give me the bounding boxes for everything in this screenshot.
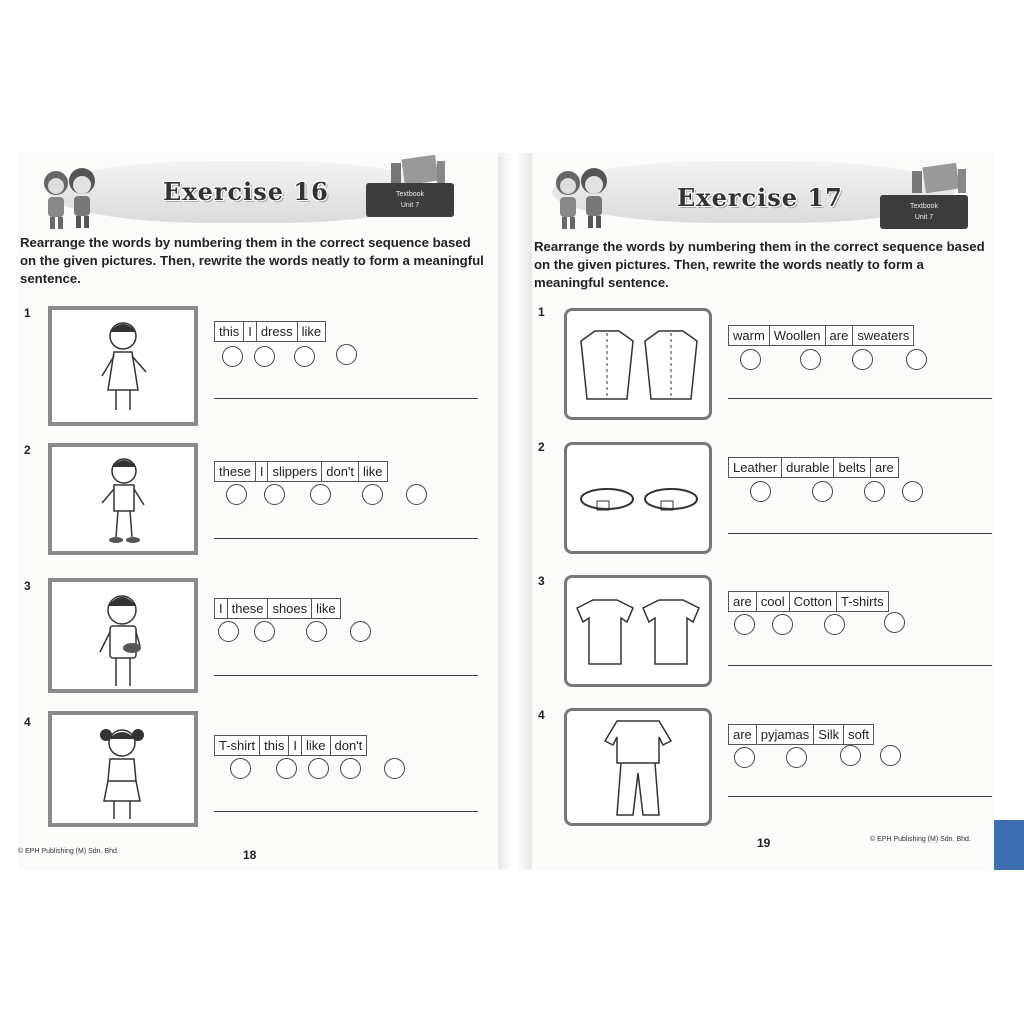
page-18 [18,153,498,870]
instructions: Rearrange the words by numbering them in the correct sequence based on the given pictures. Then, rewrite the words neatly to form a meaningful sentence. [20,235,484,286]
book-gutter [498,153,532,870]
question-number: 1 [24,306,31,320]
answer-circle[interactable] [340,758,361,779]
answer-circle[interactable] [218,621,239,642]
picture-boy-slippers [48,443,198,555]
question-number: 1 [538,305,545,319]
answer-circle[interactable] [294,346,315,367]
word: like [316,601,336,616]
badge-unit-label: Unit 7 [914,214,934,221]
word: soft [848,727,870,742]
answer-circle[interactable] [306,621,327,642]
answer-circle[interactable] [230,758,251,779]
word: don't [334,738,363,753]
word: are [826,326,854,345]
word: Silk [814,725,844,744]
badge-textbook-label: Textbook [909,203,939,210]
word-box [214,461,388,482]
question-number: 2 [24,443,31,457]
word-box [214,321,326,342]
answer-circle[interactable] [254,621,275,642]
answer-circle[interactable] [350,621,371,642]
word: slippers [268,462,322,481]
word: cool [757,592,790,611]
page-number: 19 [757,836,771,850]
word: like [302,736,331,755]
word: shoes [268,599,312,618]
sweaters-icon [567,311,709,417]
girl-in-tshirt-icon [52,715,194,823]
word: like [363,464,383,479]
badge-unit-label: Unit 7 [400,202,420,209]
answer-circle[interactable] [840,745,861,766]
word: Cotton [790,592,837,611]
answer-circle[interactable] [740,349,761,370]
writing-line[interactable] [728,796,992,797]
writing-line[interactable] [214,398,478,399]
writing-line[interactable] [214,811,478,812]
page-19 [532,153,994,870]
picture-belts [564,442,712,554]
word: this [260,736,289,755]
word: I [244,322,257,341]
answer-circle[interactable] [226,484,247,505]
word: Leather [729,458,782,477]
answer-circle[interactable] [824,614,845,635]
answer-circle[interactable] [880,745,901,766]
answer-circle[interactable] [786,747,807,768]
answer-circle[interactable] [254,346,275,367]
answer-circle[interactable] [884,612,905,633]
boy-holding-shoes-icon [52,582,194,689]
word-box [728,591,889,612]
writing-line[interactable] [728,665,992,666]
word: T-shirts [840,594,884,609]
word-box [214,735,367,756]
word: are [729,592,757,611]
word: don't [322,462,359,481]
exercise-title: Exercise 17 [677,183,843,212]
question-number: 3 [538,574,545,588]
word: warm [729,326,770,345]
picture-pyjamas [564,708,712,826]
answer-circle[interactable] [750,481,771,502]
writing-line[interactable] [728,398,992,399]
answer-circle[interactable] [852,349,873,370]
writing-line[interactable] [214,538,478,539]
word: sweaters [857,328,910,343]
answer-circle[interactable] [222,346,243,367]
page-number: 18 [243,848,257,862]
picture-tshirts [564,575,712,687]
kids-illustration-icon [30,161,110,231]
answer-circle[interactable] [906,349,927,370]
word: these [215,462,256,481]
textbook-badge [880,195,968,229]
answer-circle[interactable] [336,344,357,365]
boy-with-slippers-icon [52,447,194,551]
word: dress [257,322,298,341]
answer-circle[interactable] [406,484,427,505]
word: are [729,725,757,744]
answer-circle[interactable] [276,758,297,779]
question-number: 4 [24,715,31,729]
word: I [289,736,302,755]
answer-circle[interactable] [902,481,923,502]
answer-circle[interactable] [362,484,383,505]
word: T-shirt [215,736,260,755]
writing-line[interactable] [214,675,478,676]
textbook-badge [366,183,454,217]
answer-circle[interactable] [812,481,833,502]
answer-circle[interactable] [384,758,405,779]
word: like [301,324,322,339]
word: I [215,599,228,618]
exercise-banner [532,153,994,233]
girl-in-dress-icon [52,310,194,422]
kids-illustration-icon [542,161,622,231]
word-box [214,598,341,619]
answer-circle[interactable] [772,614,793,635]
belts-icon [567,445,709,551]
word: I [256,462,269,481]
word: belts [834,458,870,477]
tshirts-icon [567,578,709,684]
answer-circle[interactable] [310,484,331,505]
copyright-text: © EPH Publishing (M) Sdn. Bhd. [18,848,119,855]
exercise-banner [18,153,498,233]
question-number: 4 [538,708,545,722]
pyjamas-icon [567,711,709,823]
word: are [874,460,894,475]
writing-line[interactable] [728,533,992,534]
background-edge [994,820,1024,870]
picture-girl-dress [48,306,198,426]
question-number: 2 [538,440,545,454]
answer-circle[interactable] [308,758,329,779]
question-number: 3 [24,579,31,593]
word: pyjamas [757,725,814,744]
answer-circle[interactable] [734,747,755,768]
exercise-title: Exercise 16 [163,177,329,206]
word: durable [782,458,834,477]
word: this [215,322,244,341]
badge-textbook-label: Textbook [395,191,425,198]
answer-circle[interactable] [264,484,285,505]
instructions: Rearrange the words by numbering them in the correct sequence based on the given pictures. Then, rewrite the words neatly to form a meaningful sentence. [534,239,985,290]
word-box [728,325,914,346]
word: these [228,599,269,618]
answer-circle[interactable] [734,614,755,635]
picture-boy-shoes [48,578,198,693]
word: Woollen [770,326,826,345]
answer-circle[interactable] [800,349,821,370]
answer-circle[interactable] [864,481,885,502]
picture-girl-tshirt [48,711,198,827]
word-box [728,457,899,478]
word-box [728,724,874,745]
copyright-text: © EPH Publishing (M) Sdn. Bhd. [870,836,971,843]
picture-sweaters [564,308,712,420]
